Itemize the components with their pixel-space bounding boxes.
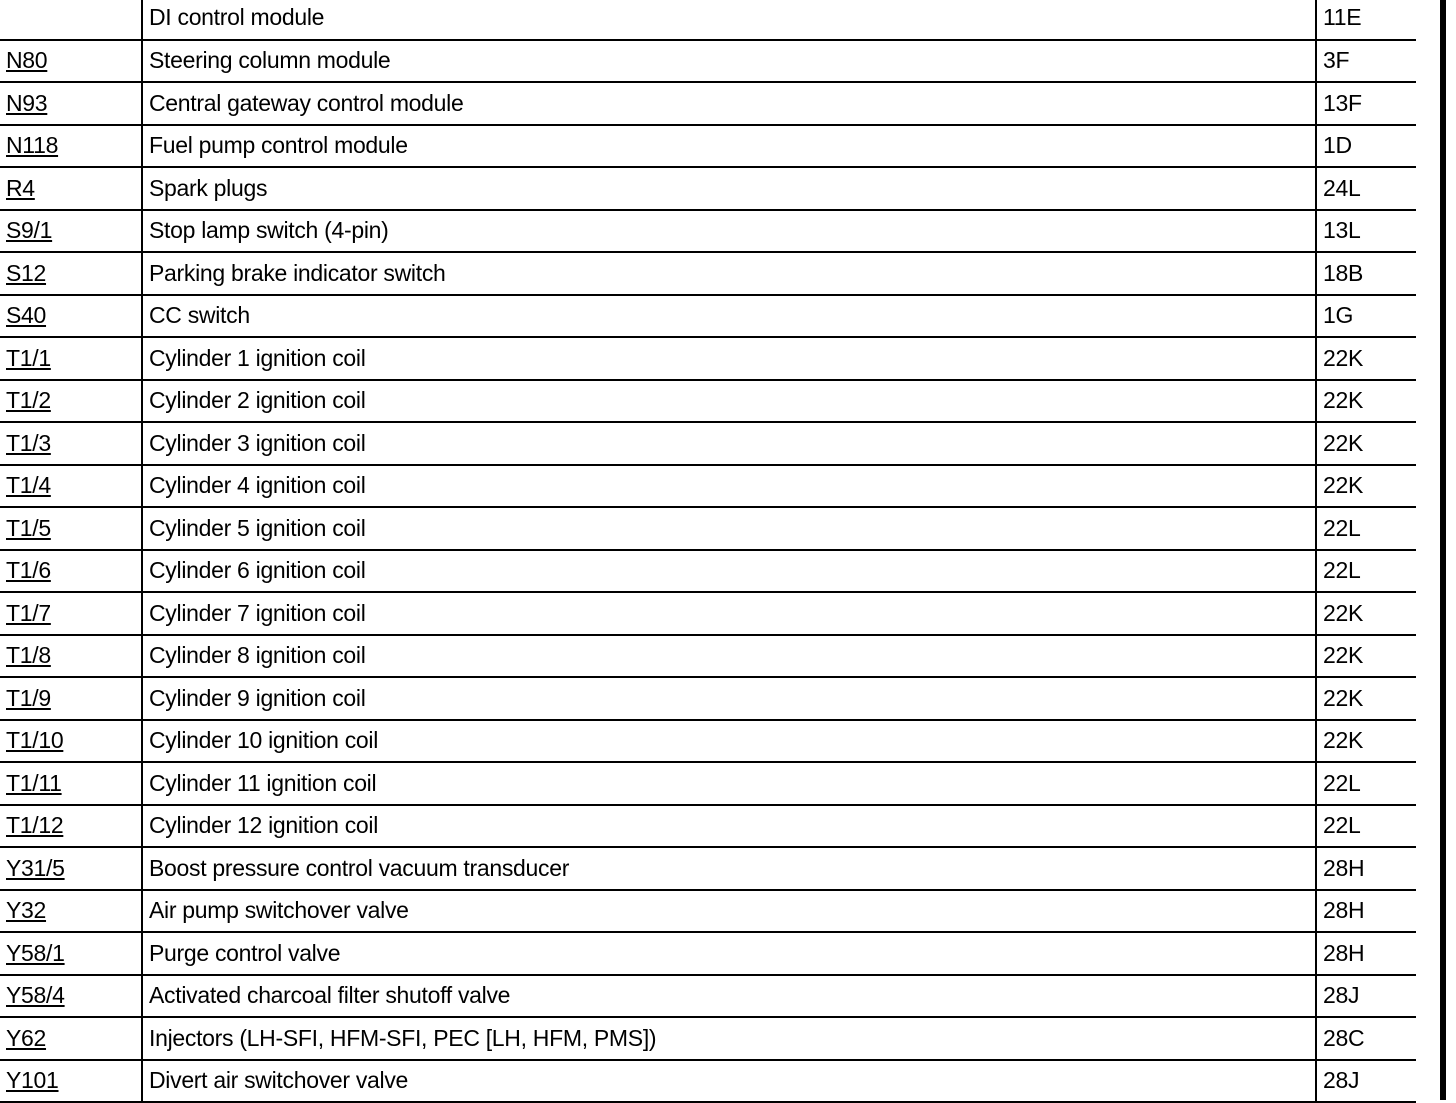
component-code-link[interactable]: Y58/4 — [6, 982, 65, 1009]
grid-location: 22K — [1316, 422, 1416, 465]
component-code-cell — [0, 380, 142, 423]
table-row — [0, 125, 1416, 168]
grid-location: 22K — [1316, 677, 1416, 720]
component-code-cell — [0, 0, 142, 40]
table-row — [0, 635, 1416, 678]
table-row — [0, 337, 1416, 380]
component-code-link[interactable]: T1/11 — [6, 769, 62, 796]
table-row — [0, 1017, 1416, 1060]
grid-location: 1G — [1316, 295, 1416, 338]
component-code-cell — [0, 635, 142, 678]
grid-location: 28J — [1316, 1060, 1416, 1103]
grid-location: 22K — [1316, 635, 1416, 678]
grid-location: 28C — [1316, 1017, 1416, 1060]
component-code-cell — [0, 1060, 142, 1103]
component-description: Cylinder 8 ignition coil — [142, 635, 1316, 678]
scrollbar[interactable] — [1440, 0, 1446, 1100]
component-description: Injectors (LH-SFI, HFM-SFI, PEC [LH, HFM, PMS]) — [142, 1017, 1316, 1060]
component-code-cell — [0, 975, 142, 1018]
component-code-cell — [0, 422, 142, 465]
table-row — [0, 1060, 1416, 1103]
component-code-cell — [0, 167, 142, 210]
grid-location: 22L — [1316, 550, 1416, 593]
table-row — [0, 82, 1416, 125]
table-row — [0, 167, 1416, 210]
component-code-cell — [0, 932, 142, 975]
component-description: Cylinder 3 ignition coil — [142, 422, 1316, 465]
grid-location: 22K — [1316, 720, 1416, 763]
component-description: Purge control valve — [142, 932, 1316, 975]
table-row — [0, 762, 1416, 805]
component-code-cell — [0, 40, 142, 83]
component-code-link[interactable]: Y31/5 — [6, 854, 65, 881]
grid-location: 11E — [1316, 0, 1416, 40]
component-code-link[interactable]: T1/1 — [6, 344, 51, 371]
component-description: Cylinder 9 ignition coil — [142, 677, 1316, 720]
component-code-link[interactable]: S40 — [6, 302, 47, 329]
component-description: Cylinder 4 ignition coil — [142, 465, 1316, 508]
grid-location: 22K — [1316, 337, 1416, 380]
table-row — [0, 805, 1416, 848]
component-description: Spark plugs — [142, 167, 1316, 210]
component-code-link[interactable]: N80 — [6, 47, 48, 74]
grid-location: 13F — [1316, 82, 1416, 125]
grid-location: 3F — [1316, 40, 1416, 83]
component-code-cell — [0, 125, 142, 168]
grid-location: 22L — [1316, 805, 1416, 848]
component-description: Steering column module — [142, 40, 1316, 83]
grid-location: 28J — [1316, 975, 1416, 1018]
component-code-cell — [0, 337, 142, 380]
grid-location: 22L — [1316, 762, 1416, 805]
component-code-link[interactable]: T1/12 — [6, 812, 64, 839]
component-code-cell — [0, 805, 142, 848]
grid-location: 28H — [1316, 890, 1416, 933]
table-row — [0, 210, 1416, 253]
table-row — [0, 40, 1416, 83]
component-code-link[interactable]: T1/10 — [6, 727, 64, 754]
component-description: Cylinder 2 ignition coil — [142, 380, 1316, 423]
component-code-link[interactable]: Y101 — [6, 1067, 59, 1094]
table-row — [0, 975, 1416, 1018]
component-code-link[interactable]: S12 — [6, 259, 47, 286]
component-code-cell — [0, 890, 142, 933]
table-row — [0, 890, 1416, 933]
component-description: Activated charcoal filter shutoff valve — [142, 975, 1316, 1018]
grid-location: 1D — [1316, 125, 1416, 168]
component-description: Divert air switchover valve — [142, 1060, 1316, 1103]
component-description: Fuel pump control module — [142, 125, 1316, 168]
component-code-cell — [0, 252, 142, 295]
component-description: Cylinder 7 ignition coil — [142, 592, 1316, 635]
component-description: CC switch — [142, 295, 1316, 338]
component-code-link[interactable]: T1/3 — [6, 429, 51, 456]
component-description: Central gateway control module — [142, 82, 1316, 125]
table-row — [0, 295, 1416, 338]
component-code-link[interactable]: Y62 — [6, 1024, 47, 1051]
table-row — [0, 465, 1416, 508]
grid-location: 13L — [1316, 210, 1416, 253]
table-row — [0, 720, 1416, 763]
component-code-cell — [0, 295, 142, 338]
table-row — [0, 932, 1416, 975]
component-code-link[interactable]: T1/7 — [6, 599, 51, 626]
component-code-link[interactable]: Y32 — [6, 897, 47, 924]
component-description: Cylinder 1 ignition coil — [142, 337, 1316, 380]
component-description: Parking brake indicator switch — [142, 252, 1316, 295]
component-code-cell — [0, 762, 142, 805]
component-code-cell — [0, 210, 142, 253]
component-description: Cylinder 10 ignition coil — [142, 720, 1316, 763]
grid-location: 18B — [1316, 252, 1416, 295]
table-row — [0, 252, 1416, 295]
component-description: Stop lamp switch (4-pin) — [142, 210, 1316, 253]
table-row — [0, 592, 1416, 635]
component-code-cell — [0, 82, 142, 125]
table-row — [0, 0, 1416, 40]
table-row — [0, 422, 1416, 465]
component-code-cell — [0, 465, 142, 508]
component-code-cell — [0, 1017, 142, 1060]
component-description: Cylinder 5 ignition coil — [142, 507, 1316, 550]
component-code-link[interactable]: Y58/1 — [6, 939, 65, 966]
component-code-link[interactable]: T1/6 — [6, 557, 51, 584]
component-description: DI control module — [142, 0, 1316, 40]
grid-location: 28H — [1316, 847, 1416, 890]
component-code-link[interactable]: N93 — [6, 89, 48, 116]
component-description: Cylinder 12 ignition coil — [142, 805, 1316, 848]
component-code-cell — [0, 550, 142, 593]
component-code-link[interactable]: N118 — [6, 132, 59, 159]
component-code-cell — [0, 507, 142, 550]
component-description: Cylinder 6 ignition coil — [142, 550, 1316, 593]
table-row — [0, 550, 1416, 593]
component-code-link[interactable]: T1/8 — [6, 642, 51, 669]
grid-location: 22K — [1316, 592, 1416, 635]
component-code-link[interactable]: T1/4 — [6, 472, 51, 499]
component-code-link[interactable]: T1/2 — [6, 387, 51, 414]
component-code-cell — [0, 592, 142, 635]
grid-location: 22K — [1316, 380, 1416, 423]
component-description: Boost pressure control vacuum transducer — [142, 847, 1316, 890]
grid-location: 28H — [1316, 932, 1416, 975]
component-code-link[interactable]: S9/1 — [6, 217, 53, 244]
grid-location: 22L — [1316, 507, 1416, 550]
table-row — [0, 380, 1416, 423]
table-row — [0, 677, 1416, 720]
component-description: Cylinder 11 ignition coil — [142, 762, 1316, 805]
grid-location: 22K — [1316, 465, 1416, 508]
component-code-link[interactable]: T1/5 — [6, 514, 51, 541]
component-description: Air pump switchover valve — [142, 890, 1316, 933]
component-code-cell — [0, 677, 142, 720]
table-row — [0, 847, 1416, 890]
component-code-cell — [0, 720, 142, 763]
component-code-link[interactable]: T1/9 — [6, 684, 51, 711]
component-code-cell — [0, 847, 142, 890]
component-code-link[interactable]: R4 — [6, 174, 35, 201]
grid-location: 24L — [1316, 167, 1416, 210]
table-row — [0, 507, 1416, 550]
